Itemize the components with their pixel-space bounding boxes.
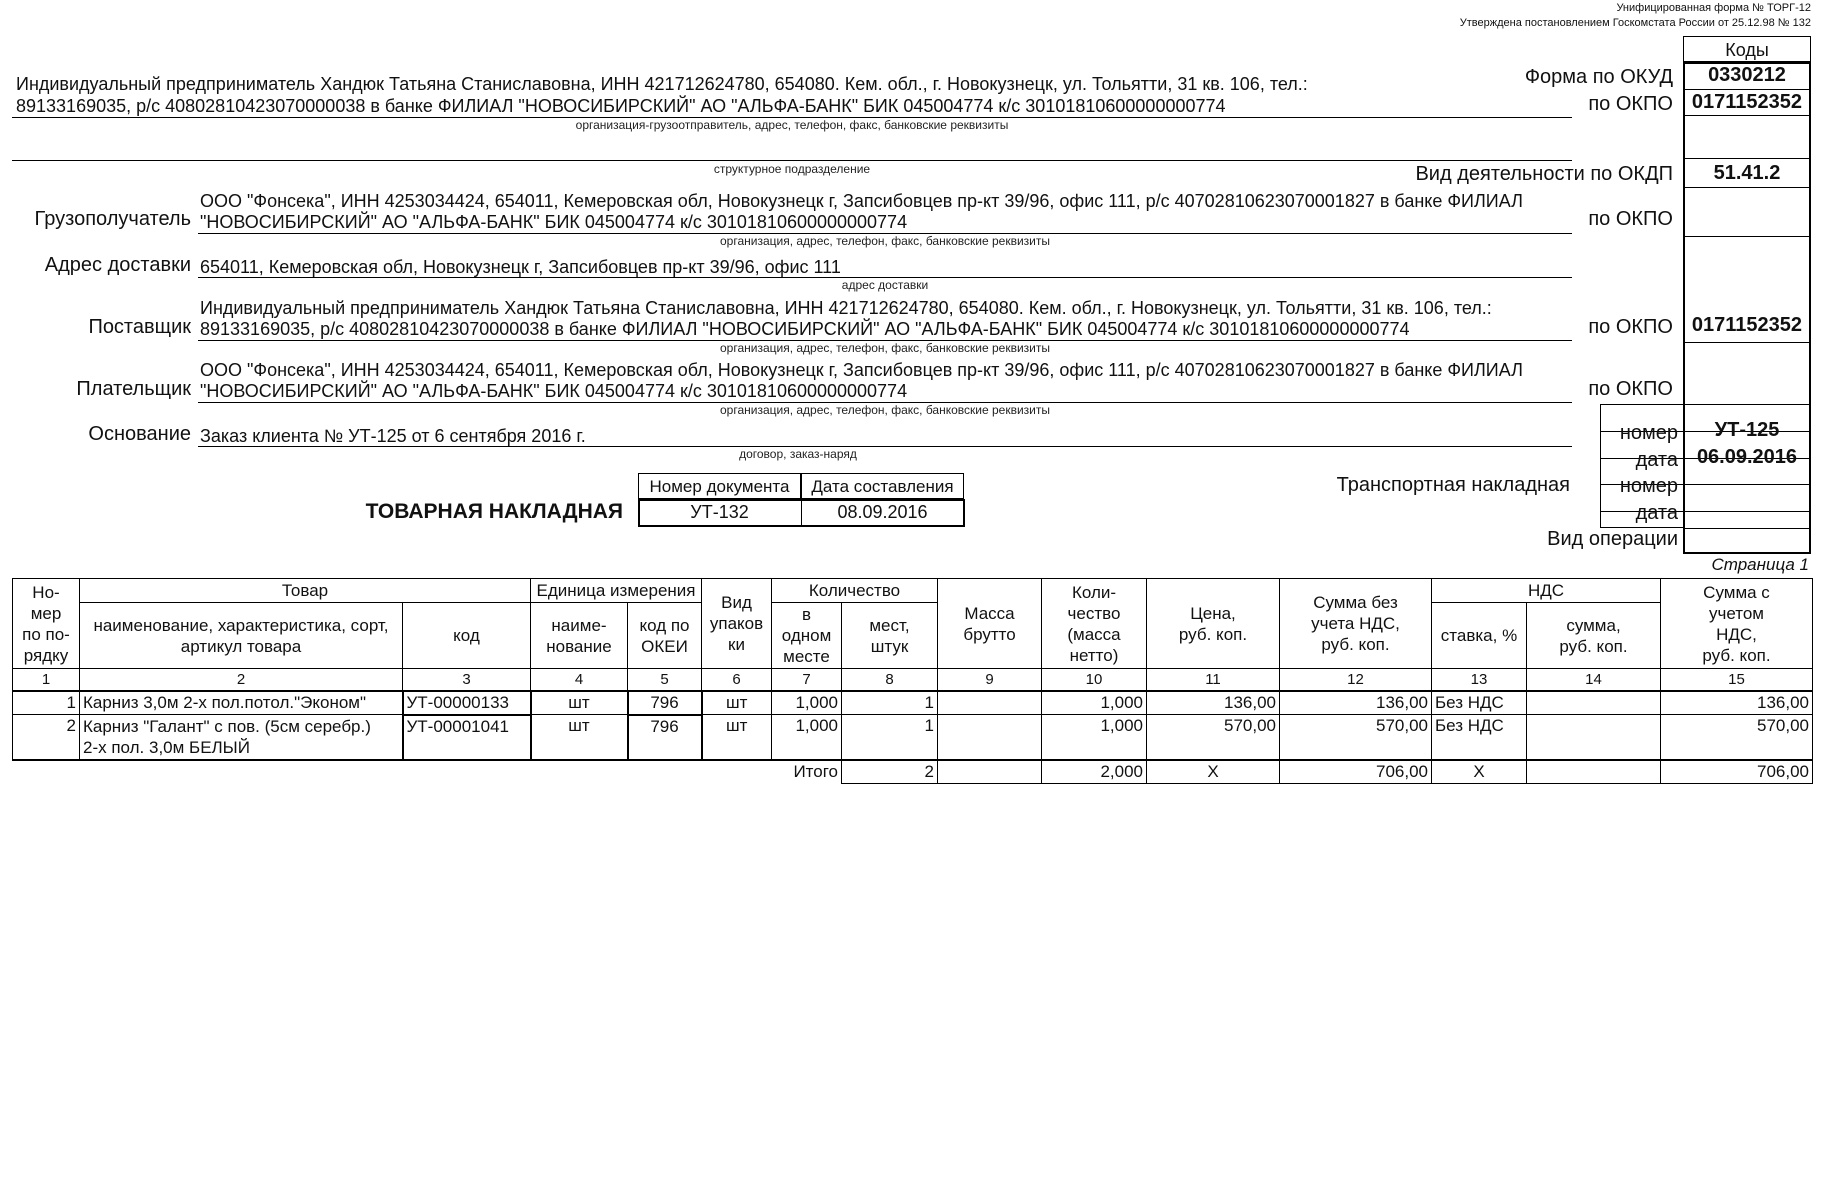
row-total: 136,00 [1661,691,1813,715]
row-vat-rate: Без НДС [1432,691,1527,715]
consignee-hint: организация, адрес, телефон, факс, банковские реквизиты [720,234,1050,248]
col-number: 2 [80,669,403,691]
col-number: 13 [1432,669,1527,691]
okud-label: Форма по ОКУД [1524,66,1673,88]
th-unit-name: наиме- нование [531,603,628,669]
okpo-supplier-code: 0171152352 [1691,314,1803,336]
codes-frame [1683,62,1811,554]
row-total: 570,00 [1661,715,1813,761]
payer-hint: организация, адрес, телефон, факс, банковские реквизиты [720,403,1050,417]
row-number: 2 [13,715,80,761]
row-code: УТ-00000133 [403,691,531,715]
col-number: 1 [13,669,80,691]
goods-table [12,578,1813,784]
row-places: 1 [842,691,938,715]
row-name: Карниз 3,0м 2-х пол.потол."Эконом" [80,691,403,715]
th-number: Но- мер по по- рядку [13,579,80,669]
th-goods-code: код [403,603,531,669]
col-number: 15 [1661,669,1813,691]
col-number: 3 [403,669,531,691]
row-pack: шт [702,715,772,761]
consignee-line1: ООО "Фонсека", ИНН 4253034424, 654011, Кемеровская обл, Новокузнецк г, Запсибовцев пр-кт 39/96, офис 111, р/с 40702810623070001827 в банке ФИЛИАЛ [200,191,1523,211]
col-number: 7 [772,669,842,691]
basis-number-label: номер [1619,422,1678,444]
supplier-hint: организация, адрес, телефон, факс, банковские реквизиты [720,341,1050,355]
delivery-hint: адрес доставки [841,278,929,292]
col-number: 12 [1280,669,1432,691]
totals-places: 2 [842,760,938,784]
col-number: 5 [628,669,702,691]
basis-number-code: УТ-125 [1714,419,1780,441]
totals-sum-novat: 706,00 [1280,760,1432,784]
row-sum-novat: 570,00 [1280,715,1432,761]
tn-date-label: дата [1635,502,1678,524]
row-gross [938,715,1042,761]
row-vat-rate: Без НДС [1432,715,1527,761]
tn-number-label: номер [1619,475,1678,497]
col-number: 10 [1042,669,1147,691]
totals-gross [938,760,1042,784]
shipper-line1: Индивидуальный предприниматель Хандюк Татьяна Станиславовна, ИНН 421712624780, 654080. Кем. обл., г. Новокузнецк, ул. Тольятти, 31 кв. 106, тел.: [16,74,1308,94]
row-pack: шт [702,691,772,715]
operation-label: Вид операции [1547,528,1678,550]
doc-date-header: Дата составления [801,473,964,499]
form-header-line2: Утверждена постановлением Госкомстата России от 25.12.98 № 132 [1459,17,1811,29]
codes-header: Коды [1683,36,1811,62]
th-vat-rate: ставка, % [1432,603,1527,669]
basis-label: Основание [88,423,191,445]
basis-hint: договор, заказ-наряд [739,447,857,461]
row-name: Карниз "Галант" с пов. (5см серебр.) 2-х пол. 3,0м БЕЛЫЙ [80,715,403,761]
th-goods: Товар [80,579,531,603]
okpo-label-2: по ОКПО [1588,208,1673,230]
okdp-label: Вид деятельности по ОКДП [1415,163,1673,185]
supplier-line1: Индивидуальный предприниматель Хандюк Татьяна Станиславовна, ИНН 421712624780, 654080. Кем. обл., г. Новокузнецк, ул. Тольятти, 31 кв. 106, тел.: [200,298,1492,318]
form-header-line1: Унифицированная форма № ТОРГ-12 [1616,2,1811,14]
row-number: 1 [13,691,80,715]
row-vat-sum [1527,715,1661,761]
row-vat-sum [1527,691,1661,715]
th-unit: Единица измерения [531,579,702,603]
totals-vat-rate: X [1432,760,1527,784]
doc-number: УТ-132 [690,502,749,522]
supplier-label: Поставщик [88,316,191,338]
row-gross [938,691,1042,715]
col-number: 11 [1147,669,1280,691]
th-unit-okei: код по ОКЕИ [628,603,702,669]
shipper-hint: организация-грузоотправитель, адрес, телефон, факс, банковские реквизиты [575,118,1009,132]
totals-label: Итого [793,762,838,782]
th-pack: Вид упаков ки [702,579,772,669]
okpo-label-4: по ОКПО [1588,378,1673,400]
row-unit: шт [531,715,628,761]
row-price: 570,00 [1147,715,1280,761]
totals-total: 706,00 [1661,760,1813,784]
transport-label: Транспортная накладная [1336,474,1570,496]
row-qty-one: 1,000 [772,715,842,761]
row-places: 1 [842,715,938,761]
th-qty-places: мест, штук [842,603,938,669]
th-vat: НДС [1432,579,1661,603]
row-okei: 796 [628,715,702,761]
consignee-label: Грузополучатель [34,208,191,230]
okpo-label-3: по ОКПО [1588,316,1673,338]
delivery-label: Адрес доставки [44,254,191,276]
supplier-line2: 89133169035, р/с 40802810423070000038 в банке ФИЛИАЛ "НОВОСИБИРСКИЙ" АО "АЛЬФА-БАНК" БИК 045004774 к/с 30101810600000000774 [200,319,1410,339]
totals-net: 2,000 [1042,760,1147,784]
row-okei: 796 [628,691,702,715]
delivery-value: 654011, Кемеровская обл, Новокузнецк г, Запсибовцев пр-кт 39/96, офис 111 [200,257,841,277]
totals-price: X [1147,760,1280,784]
payer-line2: "НОВОСИБИРСКИЙ" АО "АЛЬФА-БАНК" БИК 045004774 к/с 30101810600000000774 [200,381,908,401]
shipper-line2: 89133169035, р/с 40802810423070000038 в банке ФИЛИАЛ "НОВОСИБИРСКИЙ" АО "АЛЬФА-БАНК" БИК 045004774 к/с 30101810600000000774 [16,96,1226,116]
th-vat-sum: сумма, руб. коп. [1527,603,1661,669]
okdp-code: 51.41.2 [1713,162,1781,184]
row-net: 1,000 [1042,691,1147,715]
th-net: Коли- чество (масса нетто) [1042,579,1147,669]
col-number: 4 [531,669,628,691]
basis-date-label: дата [1635,449,1678,471]
row-unit: шт [531,691,628,715]
okpo-shipper-code: 0171152352 [1691,91,1803,113]
payer-label: Плательщик [76,378,191,400]
totals-vat-sum [1527,760,1661,784]
row-sum-novat: 136,00 [1280,691,1432,715]
col-number: 14 [1527,669,1661,691]
payer-line1: ООО "Фонсека", ИНН 4253034424, 654011, Кемеровская обл, Новокузнецк г, Запсибовцев пр-кт 39/96, офис 111, р/с 40702810623070001827 в банке ФИЛИАЛ [200,360,1523,380]
consignee-line2: "НОВОСИБИРСКИЙ" АО "АЛЬФА-БАНК" БИК 045004774 к/с 30101810600000000774 [200,212,908,232]
basis-date-code: 06.09.2016 [1696,446,1798,468]
okud-code: 0330212 [1708,64,1786,86]
document-title: ТОВАРНАЯ НАКЛАДНАЯ [365,500,623,523]
doc-number-header: Номер документа [638,473,801,499]
doc-date: 08.09.2016 [837,502,928,522]
col-number: 9 [938,669,1042,691]
page-number: Страница 1 [1711,555,1809,574]
division-hint: структурное подразделение [713,162,871,176]
th-gross: Масса брутто [938,579,1042,669]
row-price: 136,00 [1147,691,1280,715]
row-qty-one: 1,000 [772,691,842,715]
th-sum-novat: Сумма без учета НДС, руб. коп. [1280,579,1432,669]
th-qty-one: в одном месте [772,603,842,669]
basis-value: Заказ клиента № УТ-125 от 6 сентября 2016 г. [200,426,586,446]
th-price: Цена, руб. коп. [1147,579,1280,669]
row-net: 1,000 [1042,715,1147,761]
th-total: Сумма с учетом НДС, руб. коп. [1661,579,1813,669]
th-goods-name: наименование, характеристика, сорт, артикул товара [80,603,403,669]
row-code: УТ-00001041 [403,715,531,761]
th-qty: Количество [772,579,938,603]
col-number: 6 [702,669,772,691]
col-number: 8 [842,669,938,691]
okpo-label-1: по ОКПО [1588,93,1673,115]
